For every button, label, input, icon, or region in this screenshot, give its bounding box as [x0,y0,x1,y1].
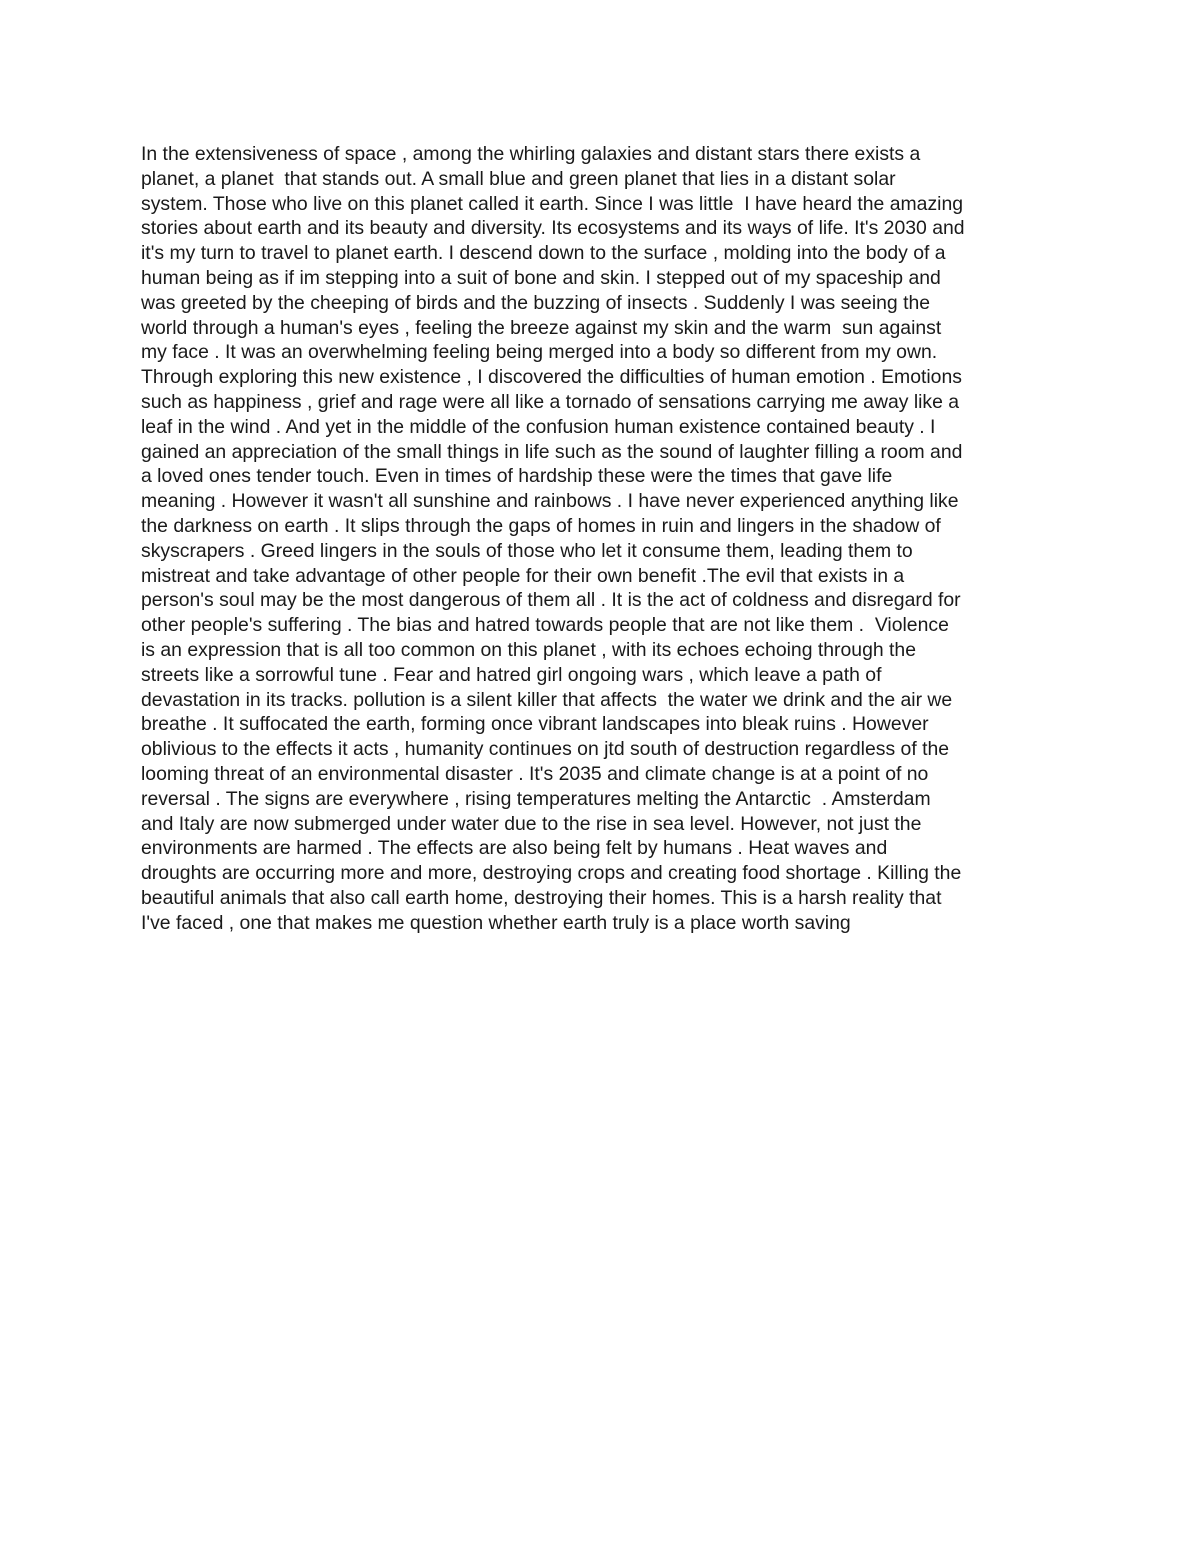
text-line: gained an appreciation of the small things in life such as the sound of laughter filling a room and [141,440,963,463]
text-line: streets like a sorrowful tune . Fear and hatred girl ongoing wars , which leave a path of [141,663,882,686]
text-line: I've faced , one that makes me question whether earth truly is a place worth saving [141,911,851,934]
text-line: such as happiness , grief and rage were all like a tornado of sensations carrying me away like a [141,390,960,413]
text-line: a loved ones tender touch. Even in times of hardship these were the times that gave life [141,465,893,488]
text-line: person's soul may be the most dangerous of them all . It is the act of coldness and disregard for [141,589,961,612]
text-line: is an expression that is all too common on this planet , with its echoes echoing through the [141,638,916,661]
text-line: stories about earth and its beauty and diversity. Its ecosystems and its ways of life. It's 2030 and [141,217,965,240]
text-line: oblivious to the effects it acts , humanity continues on jtd south of destruction regardless of the [141,738,950,761]
text-line: Through exploring this new existence , I discovered the difficulties of human emotion . Emotions [141,366,962,389]
text-line: beautiful animals that also call earth home, destroying their homes. This is a harsh reality that [141,886,942,909]
text-line: leaf in the wind . And yet in the middle of the confusion human existence contained beauty . I [141,415,936,438]
text-line: my face . It was an overwhelming feeling being merged into a body so different from my own. [141,341,938,364]
text-line: human being as if im stepping into a suit of bone and skin. I stepped out of my spaceship and [141,266,941,289]
text-line: reversal . The signs are everywhere , rising temperatures melting the Antarctic . Amsterdam [141,787,931,810]
text-line: other people's suffering . The bias and hatred towards people that are not like them . Violence [141,614,949,637]
text-line: it's my turn to travel to planet earth. I descend down to the surface , molding into the body of a [141,242,946,265]
text-line: looming threat of an environmental disaster . It's 2035 and climate change is at a point of no [141,762,929,785]
text-line: breathe . It suffocated the earth, forming once vibrant landscapes into bleak ruins . However [141,713,929,736]
text-line: skyscrapers . Greed lingers in the souls of those who let it consume them, leading them to [141,539,913,562]
text-line: and Italy are now submerged under water due to the rise in sea level. However, not just the [141,812,922,835]
text-line: planet, a planet that stands out. A small blue and green planet that lies in a distant solar [141,167,896,190]
text-line: system. Those who live on this planet called it earth. Since I was little I have heard the amazing [141,192,964,215]
text-line: world through a human's eyes , feeling the breeze against my skin and the warm sun against [141,316,942,339]
text-line: mistreat and take advantage of other people for their own benefit .The evil that exists in a [141,564,905,587]
text-line: meaning . However it wasn't all sunshine and rainbows . I have never experienced anything like [141,490,959,513]
text-line: devastation in its tracks. pollution is a silent killer that affects the water we drink and the air we [141,688,953,711]
text-line: In the extensiveness of space , among the whirling galaxies and distant stars there exists a [141,143,921,165]
text-line: was greeted by the cheeping of birds and the buzzing of insects . Suddenly I was seeing the [141,291,931,314]
text-line: the darkness on earth . It slips through the gaps of homes in ruin and lingers in the shadow of [141,514,941,537]
essay-paragraph [141,142,1071,936]
text-line: environments are harmed . The effects are also being felt by humans . Heat waves and [141,837,888,860]
text-line: droughts are occurring more and more, destroying crops and creating food shortage . Killing the [141,862,962,885]
